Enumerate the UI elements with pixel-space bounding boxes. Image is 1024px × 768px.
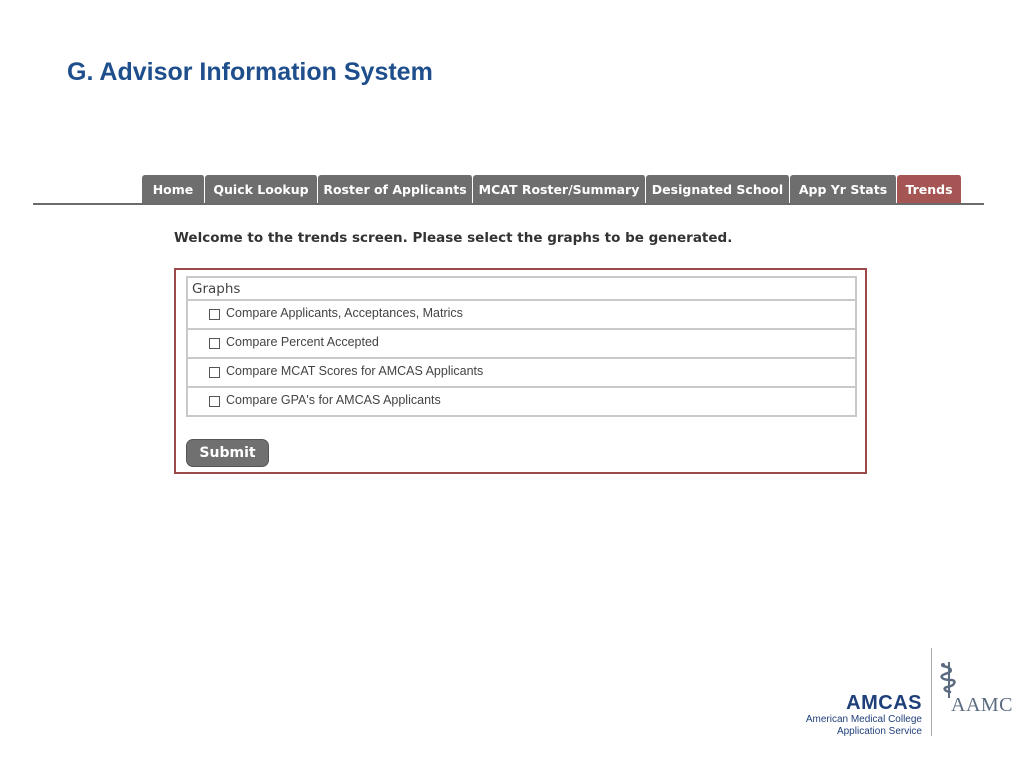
logo-divider xyxy=(931,648,932,736)
graph-option-label: Compare Percent Accepted xyxy=(226,335,379,349)
aamc-logo xyxy=(937,660,1017,720)
amcas-logo-line2: Application Service xyxy=(836,726,922,737)
graphs-table xyxy=(186,276,857,417)
tab-trends[interactable]: Trends xyxy=(897,175,962,204)
graphs-panel xyxy=(174,268,867,474)
tab-home[interactable]: Home xyxy=(142,175,205,204)
compare-gpas-checkbox[interactable] xyxy=(209,396,220,407)
graph-option-label: Compare GPA's for AMCAS Applicants xyxy=(226,393,441,407)
amcas-logo xyxy=(790,692,922,738)
graph-option-row xyxy=(188,330,855,359)
graph-option-row xyxy=(188,359,855,388)
graph-option-row xyxy=(188,388,855,415)
amcas-logo-line1: American Medical College xyxy=(805,714,922,725)
tab-app-yr-stats[interactable]: App Yr Stats xyxy=(790,175,897,204)
welcome-text: Welcome to the trends screen. Please select the graphs to be generated. xyxy=(174,230,733,246)
compare-applicants-checkbox[interactable] xyxy=(209,309,220,320)
tab-designated-school[interactable]: Designated School xyxy=(646,175,790,204)
graphs-header: Graphs xyxy=(188,278,855,301)
tab-roster-of-applicants[interactable]: Roster of Applicants xyxy=(318,175,473,204)
compare-mcat-scores-checkbox[interactable] xyxy=(209,367,220,378)
graph-option-label: Compare Applicants, Acceptances, Matrics xyxy=(226,306,463,320)
tab-bar xyxy=(33,175,984,206)
tab-bar-underline xyxy=(33,203,984,205)
graph-option-row xyxy=(188,301,855,330)
tab-mcat-roster-summary[interactable]: MCAT Roster/Summary xyxy=(473,175,646,204)
amcas-logo-name: AMCAS xyxy=(846,692,922,714)
compare-percent-accepted-checkbox[interactable] xyxy=(209,338,220,349)
submit-button[interactable]: Submit xyxy=(186,439,269,467)
aamc-logo-name: AAMC xyxy=(951,694,1014,716)
graph-option-label: Compare MCAT Scores for AMCAS Applicants xyxy=(226,364,484,378)
slide-title: G. Advisor Information System xyxy=(67,58,433,86)
tab-quick-lookup[interactable]: Quick Lookup xyxy=(205,175,318,204)
